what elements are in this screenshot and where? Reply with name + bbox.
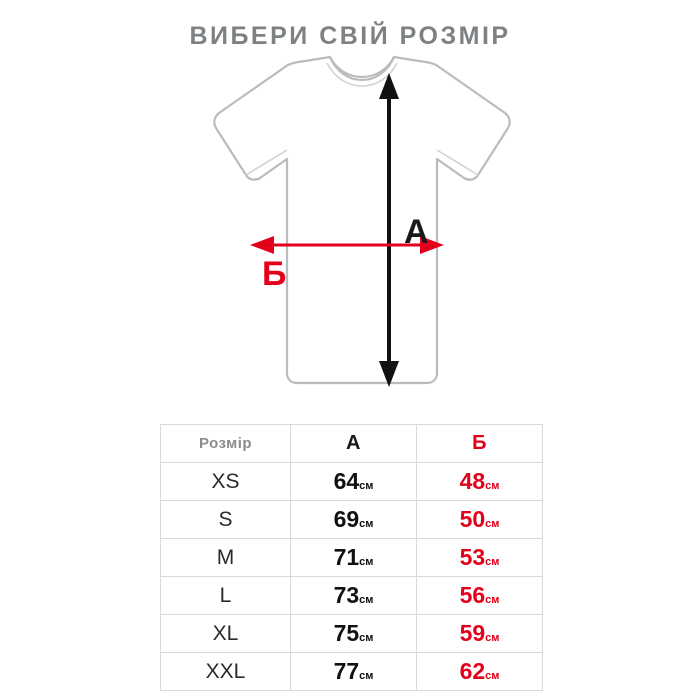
cell-size: S	[161, 501, 291, 539]
cell-b-unit: см	[485, 480, 500, 492]
cell-size: XXL	[161, 653, 291, 691]
size-table-container	[160, 424, 542, 691]
cell-b	[417, 615, 543, 653]
table-row	[161, 577, 543, 615]
cell-size: XL	[161, 615, 291, 653]
cell-a	[291, 539, 417, 577]
measurement-a-label: А	[404, 213, 429, 251]
table-row	[161, 463, 543, 501]
cell-b	[417, 653, 543, 691]
tshirt-diagram	[0, 55, 700, 405]
cell-a-value: 75	[333, 620, 360, 646]
cell-b-value: 59	[459, 620, 486, 646]
cell-a-value: 69	[333, 506, 360, 532]
cell-a-value: 77	[333, 658, 360, 684]
cell-b-unit: см	[485, 518, 500, 530]
cell-a-unit: см	[359, 556, 374, 568]
cell-b	[417, 463, 543, 501]
cell-a-value: 71	[333, 544, 360, 570]
cell-b-value: 62	[459, 658, 486, 684]
table-row	[161, 539, 543, 577]
cell-b	[417, 539, 543, 577]
cell-a-value: 64	[333, 468, 360, 494]
cell-b-unit: см	[485, 556, 500, 568]
t-shirt-outline-icon	[0, 55, 700, 405]
cell-b-unit: см	[485, 594, 500, 606]
cell-a-unit: см	[359, 632, 374, 644]
table-row	[161, 501, 543, 539]
cell-a-value: 73	[333, 582, 360, 608]
cell-a	[291, 653, 417, 691]
size-table	[160, 424, 543, 691]
cell-b-value: 48	[459, 468, 486, 494]
cell-a-unit: см	[359, 518, 374, 530]
cell-b-unit: см	[485, 632, 500, 644]
cell-size: XS	[161, 463, 291, 501]
cell-b	[417, 501, 543, 539]
cell-b	[417, 577, 543, 615]
table-header-a: А	[291, 425, 417, 463]
cell-a	[291, 577, 417, 615]
cell-b-value: 56	[459, 582, 486, 608]
cell-a	[291, 615, 417, 653]
table-header-row	[161, 425, 543, 463]
cell-b-value: 50	[459, 506, 486, 532]
table-header-size: Розмір	[161, 425, 291, 463]
table-row	[161, 653, 543, 691]
cell-a-unit: см	[359, 480, 374, 492]
measurement-b-label: Б	[262, 255, 287, 293]
cell-a-unit: см	[359, 594, 374, 606]
cell-a-unit: см	[359, 670, 374, 682]
page-title: ВИБЕРИ СВІЙ РОЗМІР	[189, 22, 511, 50]
cell-a	[291, 501, 417, 539]
table-row	[161, 615, 543, 653]
cell-size: M	[161, 539, 291, 577]
cell-size: L	[161, 577, 291, 615]
cell-b-unit: см	[485, 670, 500, 682]
cell-b-value: 53	[459, 544, 486, 570]
table-header-b: Б	[417, 425, 543, 463]
cell-a	[291, 463, 417, 501]
